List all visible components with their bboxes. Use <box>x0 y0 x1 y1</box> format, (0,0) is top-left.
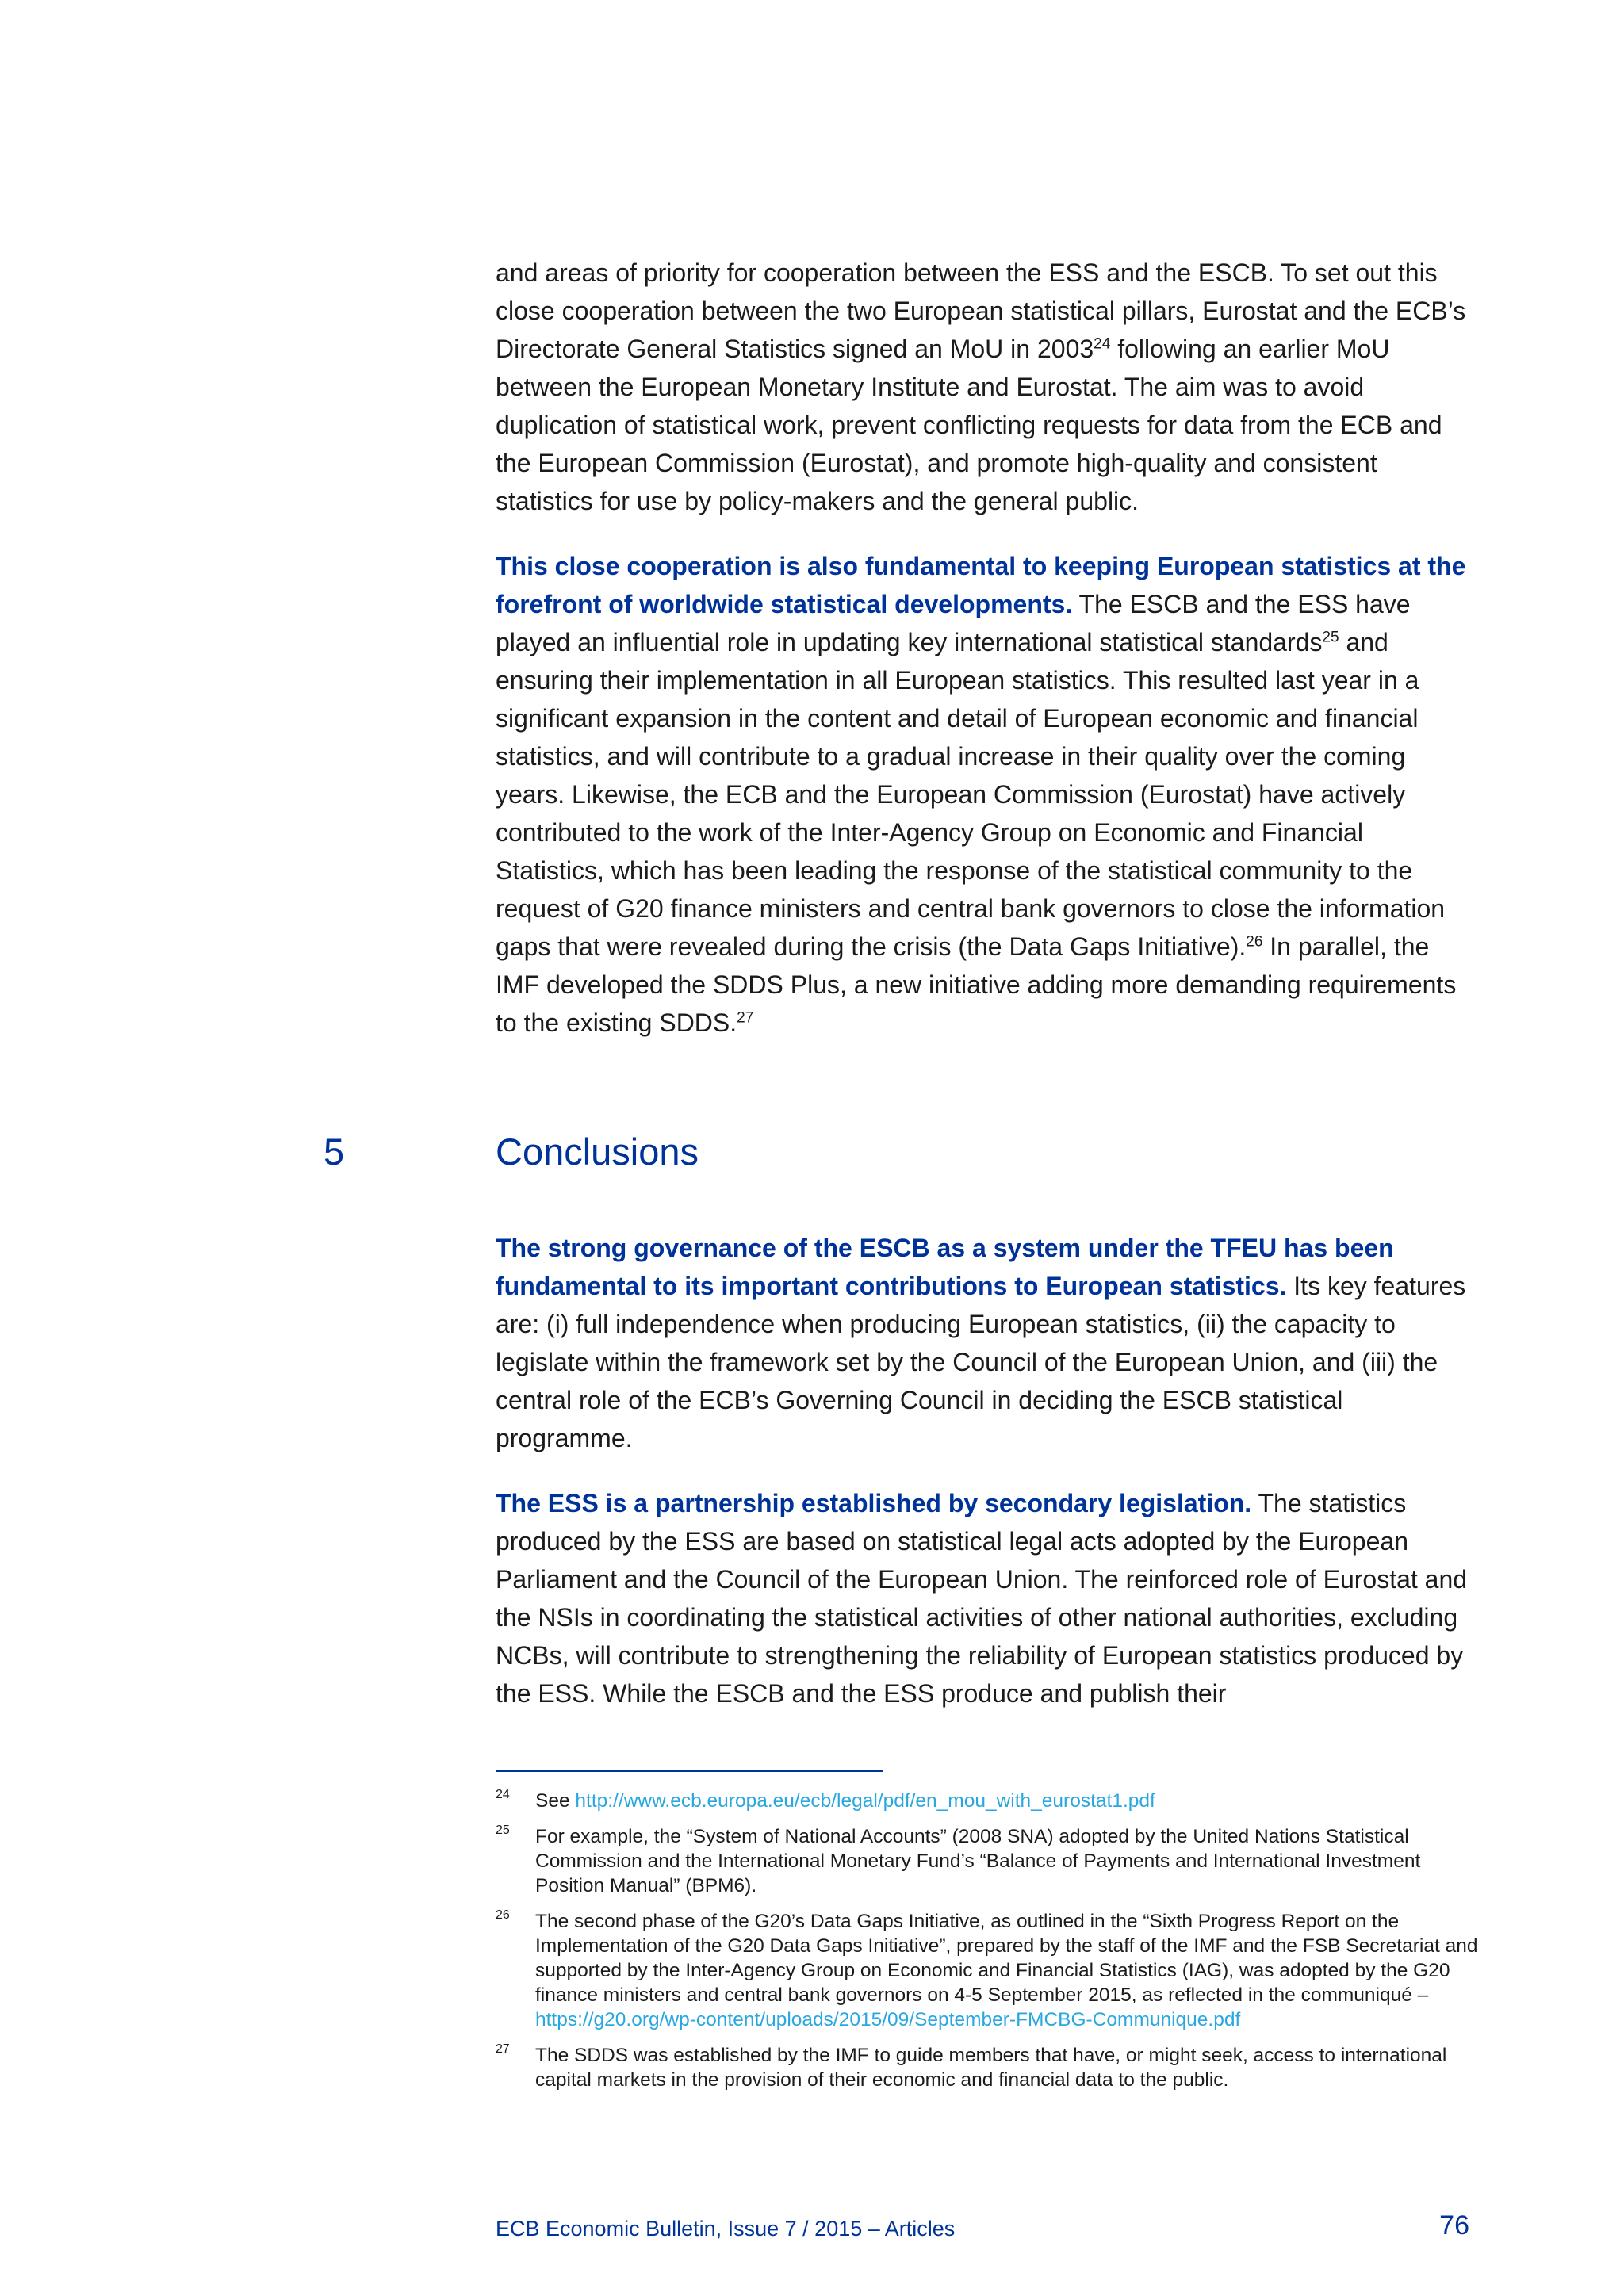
footnote-number: 27 <box>496 2042 510 2056</box>
paragraph-continuation: and areas of priority for cooperation between the ESS and the ESCB. To set out this close cooperation between the two European statistical pillars, Eurostat and the ECB’s Directorate General Statistics signed an MoU in 2003$^{24}$ following an earlier MoU between the European Monetary Institute and Eurostat. The aim was to avoid duplication of statistical work, prevent conflicting requests for data from the ECB and the European Commission (Eurostat), and promote high-quality and consistent statistics for use by policy-makers and the general public. <box>496 258 1466 515</box>
footnote-ref-26[interactable]: 26 <box>1246 933 1263 951</box>
footnote-26: 26 The second phase of the G20’s Data Gaps Initiative, as outlined in the “Sixth Progress Report on the Implementation of the G20 Data Gaps Initiative”, prepared by the staff of the IMF and the FSB Secretariat and supported by the Inter-Agency Group on Economic and Financial Statistics (IAG), was adopted by the G20 finance ministers and central bank governors on 4-5 September 2015, as reflected in the communiqué – https://g20.org/wp-content/uploads/2015/09/September-FMCBG-Communique.pdf <box>496 1909 1479 2032</box>
footnote-divider <box>496 1770 883 1772</box>
paragraph-lead: The ESS is a partnership established by secondary legislation. <box>496 1489 1252 1517</box>
section-text-block <box>496 1229 1475 1712</box>
footnote-number: 24 <box>496 1788 510 1801</box>
paragraph-governance: The strong governance of the ESCB as a system under the TFEU has been fundamental to its important contributions to European statistics. Its key features are: (i) full independence when producing European statistics, (ii) the capacity to legislate within the framework set by the Council of the European Union, and (iii) the central role of the ECB’s Governing Council in deciding the ESCB statistical programme. <box>496 1234 1466 1452</box>
paragraph-ess-partnership: The ESS is a partnership established by secondary legislation. The statistics produced by the ESS are based on statistical legal acts adopted by the European Parliament and the Council of the European Union. The reinforced role of Eurostat and the NSIs in coordinating the statistical activities of other national authorities, excluding NCBs, will contribute to strengthening the reliability of European statistics produced by the ESS. While the ESCB and the ESS produce and publish their <box>496 1489 1468 1708</box>
footnote-27: 27 The SDDS was established by the IMF to guide members that have, or might seek, access to international capital markets in the provision of their economic and financial data to the public. <box>496 2043 1479 2092</box>
section-number: 5 <box>324 1131 345 1173</box>
footnote-ref-25[interactable]: 25 <box>1322 629 1339 646</box>
paragraph-lead: This close cooperation is also fundamental to keeping European statistics at the forefront of worldwide statistical developments. <box>496 552 1466 618</box>
footnote-ref-24[interactable]: 24 <box>1094 335 1111 353</box>
footnote-24: 24 See http://www.ecb.europa.eu/ecb/legal/pdf/en_mou_with_eurostat1.pdf <box>496 1789 1479 1813</box>
paragraph-lead: The strong governance of the ESCB as a system under the TFEU has been fundamental to its important contributions to European statistics. <box>496 1234 1394 1300</box>
footnote-link[interactable]: http://www.ecb.europa.eu/ecb/legal/pdf/en_mou_with_eurostat1.pdf <box>575 1790 1155 1812</box>
paragraph-cooperation: This close cooperation is also fundamental to keeping European statistics at the forefront of worldwide statistical developments. The ESCB and the ESS have played an influential role in updating key international statistical standards$^{25}$ and ensuring their implementation in all European statistics. This resulted last year in a significant expansion in the content and detail of European economic and financial statistics, and will contribute to a gradual increase in their quality over the coming years. Likewise, the ECB and the European Commission (Eurostat) have actively contributed to the work of the Inter-Agency Group on Economic and Financial Statistics, which has been leading the response of the statistical community to the request of G20 finance ministers and central bank governors to close the information gaps that were revealed during the crisis (the Data Gaps Initiative).$^{26}$ In parallel, the IMF developed the SDDS Plus, a new initiative adding more demanding requirements to the existing SDDS.$^{27}$ <box>496 552 1466 1037</box>
footnotes <box>496 1789 1479 2103</box>
footnote-ref-27[interactable]: 27 <box>737 1009 754 1027</box>
footnote-25: 25 For example, the “System of National Accounts” (2008 SNA) adopted by the United Nations Statistical Commission and the International Monetary Fund’s “Balance of Payments and International Investment Position Manual” (BPM6). <box>496 1824 1479 1898</box>
top-text-block <box>496 254 1475 1042</box>
footer-publication: ECB Economic Bulletin, Issue 7 / 2015 – Articles <box>496 2217 956 2241</box>
section-title: Conclusions <box>496 1131 699 1173</box>
footnote-number: 26 <box>496 1908 510 1922</box>
footnote-link[interactable]: https://g20.org/wp-content/uploads/2015/09/September-FMCBG-Communique.pdf <box>535 2009 1241 2030</box>
footnote-number: 25 <box>496 1823 510 1837</box>
page-number: 76 <box>1439 2210 1469 2241</box>
